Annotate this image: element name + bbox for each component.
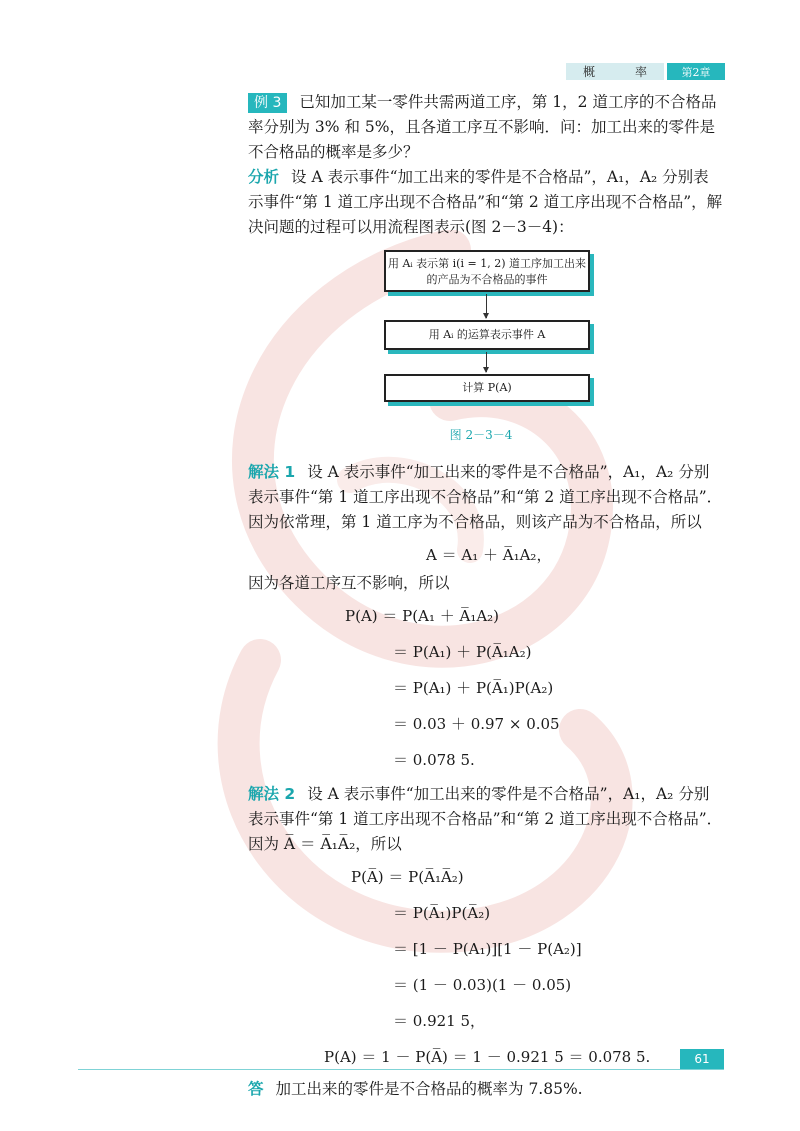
flowchart-arrow xyxy=(486,352,487,372)
footer-rule xyxy=(78,1069,724,1070)
analysis-paragraph xyxy=(248,165,724,240)
equation-right: ＝ 0.921 5， xyxy=(393,1012,486,1030)
solution-2-text: 设 A 表示事件“加工出来的零件是不合格品”，A₁，A₂ 分别表示事件“第 1 道工序出现不合格品”和“第 2 道工序出现不合格品”．因为 A̅ ＝ A̅₁A̅₂，所以 xyxy=(248,785,723,853)
header-title: 概 率 xyxy=(566,63,664,80)
equation-row xyxy=(248,704,724,740)
analysis-tag: 分析 xyxy=(248,168,280,186)
flowchart-box-define-events: 用 Aᵢ 表示第 i(i = 1, 2) 道工序加工出来的产品为不合格品的事件 xyxy=(384,250,590,292)
page-content xyxy=(248,90,724,1102)
solution-2 xyxy=(248,782,724,857)
flowchart xyxy=(248,246,724,421)
flowchart-box-express-event: 用 Aᵢ 的运算表示事件 A xyxy=(384,320,590,350)
equation-final: P(A) ＝ 1 － P(A̅) ＝ 1 － 0.921 5 ＝ 0.078 5. xyxy=(324,1048,651,1066)
equation-right: ＝ P(A₁) ＋ P(A̅₁A₂) xyxy=(393,643,532,661)
solution-1 xyxy=(248,460,724,535)
analysis-text: 设 A 表示事件“加工出来的零件是不合格品”，A₁，A₂ 分别表示事件“第 1 道工序出现不合格品”和“第 2 道工序出现不合格品”，解决问题的过程可以用流程图表示(图 2－3－4)： xyxy=(248,168,723,236)
equation-row xyxy=(248,1037,724,1073)
equation-row xyxy=(248,929,724,965)
answer-tag: 答 xyxy=(248,1080,264,1098)
equation-row xyxy=(248,535,724,571)
example-3 xyxy=(248,90,724,165)
running-header xyxy=(566,63,725,80)
equation-right: ＝ 0.03 ＋ 0.97 × 0.05 xyxy=(393,715,560,733)
equation-row xyxy=(248,668,724,704)
equation-row xyxy=(248,857,724,893)
equation-right: ＝ 0.078 5. xyxy=(393,751,475,769)
solution-1-text: 设 A 表示事件“加工出来的零件是不合格品”，A₁，A₂ 分别表示事件“第 1 道工序出现不合格品”和“第 2 道工序出现不合格品”．因为依常理，第 1 道工序为不合格品，则该产品为不合格品，所以 xyxy=(248,463,723,531)
equation-right: ＝ (1 － 0.03)(1 － 0.05) xyxy=(393,976,572,994)
page-number: 61 xyxy=(680,1049,724,1069)
header-chapter: 第2章 xyxy=(667,63,725,80)
solution-1-tag: 解法 1 xyxy=(248,463,296,481)
answer-paragraph xyxy=(248,1077,724,1102)
equation-centered: A ＝ A₁ ＋ A̅₁A₂， xyxy=(426,546,552,564)
equation-left: P(A) ＝ P(A₁ ＋ A̅₁A₂) xyxy=(345,607,500,625)
equation-row xyxy=(248,893,724,929)
equation-row xyxy=(248,596,724,632)
figure-caption: 图 2－3－4 xyxy=(449,428,513,442)
solution-2-tag: 解法 2 xyxy=(248,785,296,803)
equation-right: ＝ [1 － P(A₁)][1 － P(A₂)] xyxy=(393,940,582,958)
equation-right: ＝ P(A̅₁)P(A̅₂) xyxy=(393,904,491,922)
flowchart-box-compute: 计算 P(A) xyxy=(384,374,590,402)
equation-right: ＝ P(A₁) ＋ P(A̅₁)P(A₂) xyxy=(393,679,554,697)
equation-left: P(A̅) ＝ P(A̅₁A̅₂) xyxy=(351,868,464,886)
solution-1-text-2: 因为各道工序互不影响，所以 xyxy=(248,574,450,592)
equation-row xyxy=(248,632,724,668)
answer-text: 加工出来的零件是不合格品的概率为 7.85%. xyxy=(275,1080,583,1098)
example-text: 已知加工某一零件共需两道工序，第 1，2 道工序的不合格品率分别为 3% 和 5%，且各道工序互不影响．问：加工出来的零件是不合格品的概率是多少？ xyxy=(248,93,717,161)
flowchart-arrow xyxy=(486,294,487,318)
equation-row xyxy=(248,1001,724,1037)
example-tag: 例 3 xyxy=(248,93,287,113)
equation-row xyxy=(248,740,724,776)
equation-row xyxy=(248,965,724,1001)
